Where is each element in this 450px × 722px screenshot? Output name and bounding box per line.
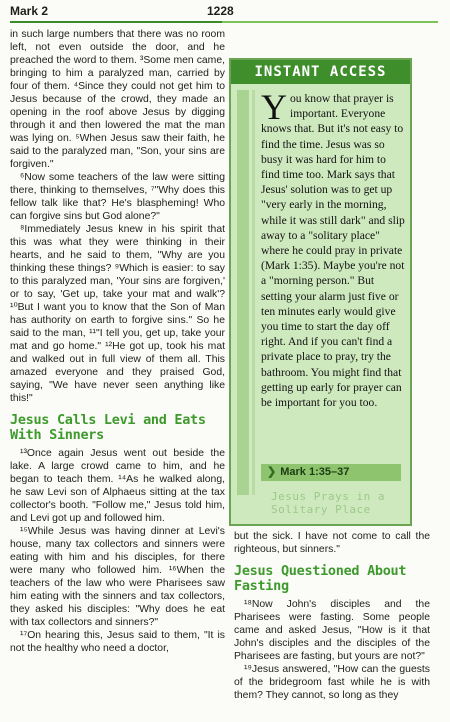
verse-paragraph: ¹⁸Now John's disciples and the Pharisees were fasting. Some people came and asked Jesus, "How is it that John's disciples and the disciples of the Pharisees are fasting, but yours are not?" xyxy=(234,599,430,662)
drop-cap: Y xyxy=(261,87,287,127)
left-column xyxy=(10,28,225,655)
right-column xyxy=(234,530,430,702)
reference-label: Mark 1:35–37 xyxy=(280,466,350,478)
sidebar-title: INSTANT ACCESS xyxy=(231,60,410,84)
verse-paragraph: ¹⁵While Jesus was having dinner at Levi's house, many tax collectors and sinners were eating with him and his disciples, for there were many who followed him. ¹⁶When the teachers of the law who were Pharisees saw him eating with the sinners and tax collectors, they asked his disciples: "Why does he eat with tax collectors and sinners?" xyxy=(10,526,225,628)
sidebar-watermark-label: Jesus Prays in a Solitary Place xyxy=(271,490,385,516)
instant-access-sidebar xyxy=(229,58,412,526)
section-heading: Jesus Questioned About Fasting xyxy=(234,563,407,594)
sidebar-decor-bar xyxy=(237,90,249,495)
verse-paragraph: ¹⁷On hearing this, Jesus said to them, "It is not the healthy who need a doctor, xyxy=(10,630,225,654)
verse-paragraph: ¹⁹Jesus answered, "How can the guests of the bridegroom fast while he is with them? They cannot, so long as they xyxy=(234,664,430,701)
chevron-right-icon: ❯ xyxy=(267,466,277,478)
verse-paragraph: ¹³Once again Jesus went out beside the lake. A large crowd came to him, and he began to teach them. ¹⁴As he walked along, he saw Levi son of Alphaeus sitting at the tax collector's booth. "Follow me," Jesus told him, and Levi got up and followed him. xyxy=(10,448,225,524)
section-heading: Jesus Calls Levi and Eats With Sinners xyxy=(10,412,206,443)
scripture-reference xyxy=(261,464,401,481)
page-number: 1228 xyxy=(207,4,234,18)
sidebar-body-text: ou know that prayer is important. Everyone knows that. But it's not easy to find the time. Jesus was so busy it was hard for him to find time too. Mark says that Jesus' solution was to get up "very early in the morning, while it was still dark" and slip away to a "solitary place" where he could pray in private (Mark 1:35). Maybe you're not a "morning person." But setting your alarm just five or ten minutes early would give you time to start the day off right. And if you can't find a private place to pray, try the bathroom. You might find that getting up early for prayer can be important for you too. xyxy=(261,92,405,410)
verse-paragraph: in such large numbers that there was no room left, not even outside the door, and he preached the word to them. ³Some men came, bringing to him a paralyzed man, carried by four of them. ⁴Since they could not get him to Jesus because of the crowd, they made an opening in the roof above Jesus by digging through it and then lowered the mat the man was lying on. ⁵When Jesus saw their faith, he said to the paralyzed man, "Son, your sins are forgiven." xyxy=(10,29,225,170)
verse-paragraph: ⁶Now some teachers of the law were sitting there, thinking to themselves, ⁷"Why does this fellow talk like that? He's blaspheming! Who can forgive sins but God alone?" xyxy=(10,172,225,222)
sidebar-decor-line xyxy=(252,90,255,495)
verse-paragraph: ⁸Immediately Jesus knew in his spirit that this was what they were thinking in their hearts, and he said to them, "Why are you thinking these things? ⁹Which is easier: to say to this paralyzed man, 'Your sins are forgiven,' or to say, 'Get up, take your mat and walk'? ¹⁰But I want you to know that the Son of Man has authority on earth to forgive sins." So he said to the man, ¹¹"I tell you, get up, take your mat and go home." ¹²He got up, took his mat and walked out in full view of them all. This amazed everyone and they praised God, saying, "We have never seen anything like this!" xyxy=(10,224,225,404)
header-rule-accent xyxy=(10,21,222,23)
chapter-label: Mark 2 xyxy=(10,4,49,18)
sidebar-body xyxy=(261,87,407,410)
verse-paragraph: but the sick. I have not come to call the righteous, but sinners." xyxy=(234,531,430,555)
